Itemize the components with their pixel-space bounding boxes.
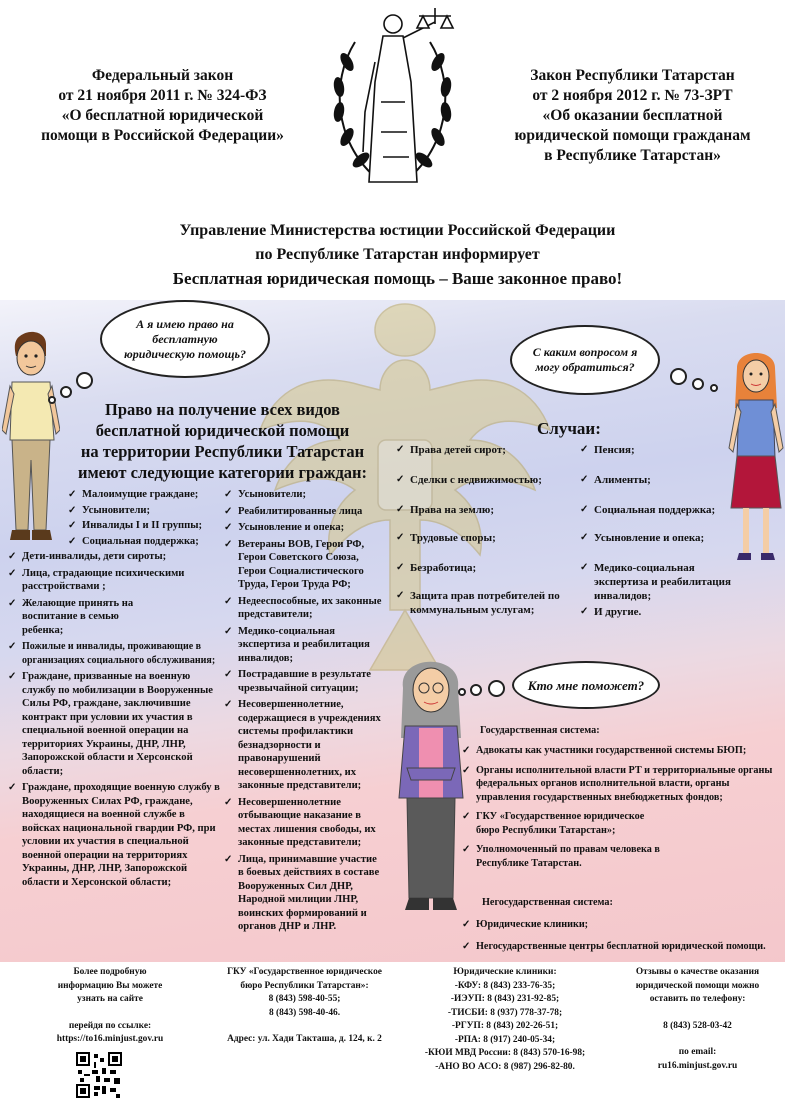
page-headline: Управление Министерства юстиции Российской Федерации по Республике Татарстан информирует Бесплатная юридическая помощь – Ваше законное право! xyxy=(172,222,623,288)
list-item: ✓ Пенсия; xyxy=(580,444,635,456)
list-item: ✓ Усыновители; xyxy=(224,489,307,500)
person-man-icon xyxy=(2,330,60,545)
nongov-system-title: Негосударственная система: xyxy=(482,897,613,908)
cases-list-2 xyxy=(580,443,740,619)
list-item: ✓ Негосударственные центры бесплатной юридической помощи. xyxy=(462,940,766,952)
list-item: ✓ Безработица; xyxy=(396,562,477,574)
categories-title: Право на получение всех видов бесплатной юридической помощи на территории Республики Татарстан имеют следующие категории граждан: xyxy=(77,400,368,482)
list-item: ✓ Усыновление и опека; xyxy=(580,532,705,544)
list-item: ✓ Юридические клиники; xyxy=(462,919,589,930)
list-item: ✓ Трудовые споры; xyxy=(396,532,496,544)
elder-speech-bubble: Кто мне поможет? xyxy=(512,661,660,709)
list-item: ✓ Желающие принять на воспитание в семью ребенка; xyxy=(8,597,134,636)
bubble-dot xyxy=(458,688,466,696)
list-item: ✓ Защита прав потребителей по коммунальным услугам; xyxy=(396,590,560,616)
list-item: ✓ Пожилые и инвалиды, проживающие в организациях социального обслуживания; xyxy=(8,641,216,666)
bubble-dot xyxy=(76,372,93,389)
bubble-dot xyxy=(670,368,687,385)
bubble-dot xyxy=(710,384,718,392)
footer-site-info: Более подробную информацию Вы можете узнать на сайте перейдя по ссылке: https://to16.minjust.gov.ru xyxy=(30,966,190,1047)
list-item: ✓ И другие. xyxy=(580,606,642,618)
list-item: ✓ Сделки с недвижимостью; xyxy=(396,474,542,486)
list-item: ✓ Права детей сирот; xyxy=(396,444,506,456)
list-item: ✓ Лица, страдающие психическими расстройствами ; xyxy=(8,567,185,592)
list-item: ✓ Права на землю; xyxy=(396,504,494,516)
footer-bureau-info: ГКУ «Государственное юридическое бюро Республики Татарстан»: 8 (843) 598-40-55; 8 (843) 598-40-46. Адрес: ул. Хади Такташа, д. 124, к. 2 xyxy=(227,967,382,1044)
list-item: ✓ Медико-социальная экспертиза и реабилитация инвалидов; xyxy=(224,625,370,664)
republic-law-title: Закон Республики Татарстан от 2 ноября 2012 г. № 73-ЗРТ «Об оказании бесплатной юридической помощи гражданам в Республике Татарстан» xyxy=(514,67,751,164)
feedback-email-link[interactable]: ru16.minjust.gov.ru xyxy=(657,1060,738,1071)
list-item: ✓ Органы исполнительной власти РТ и территориальные органы федеральных органов исполнительной власти, органы управления государственных внебюджетных фондов; xyxy=(462,764,773,803)
gov-system-list xyxy=(462,744,784,873)
list-item: ✓ Медико-социальная экспертиза и реабилитация инвалидов; xyxy=(580,562,731,602)
list-item: ✓ ГКУ «Государственное юридическое бюро Республики Татарстан»; xyxy=(462,811,645,836)
list-item: ✓ Алименты; xyxy=(580,474,651,486)
list-item: ✓ Граждане, проходящие военную службу в Вооруженных Силах РФ, граждане, находящиеся на военной службе в войсках национальной гвардии РФ, при условии их участия в специальной военной операции на территориях Украины, ДНР, ЛНР, Запорожской области и Херсонской области; xyxy=(8,782,220,888)
list-item: ✓ Несовершеннолетние отбывающие наказание в местах лишения свободы, их законные представители; xyxy=(224,796,376,848)
list-item: ✓ Несовершеннолетние, содержащиеся в учреждениях системы профилактики безнадзорности и правонарушений несовершеннолетних, их законные представители; xyxy=(224,699,381,791)
list-item: ✓ Дети-инвалиды, дети сироты; xyxy=(8,551,167,562)
footer-feedback-info: Отзывы о качестве оказания юридической помощи можно оставить по телефону: 8 (843) 528-03-42 по email: ru16.minjust.gov.ru xyxy=(615,966,780,1073)
themis-emblem-icon xyxy=(325,2,460,197)
person-elder-icon xyxy=(393,648,468,948)
bubble-dot xyxy=(692,378,704,390)
list-item: ✓ Лица, принимавшие участие в боевых действиях в составе Вооруженных Сил ДНР, Народной милиции ЛНР, воинских формирований и органов ДНР и ЛНР. xyxy=(224,853,380,932)
list-item: ✓ Недееспособные, их законные представители; xyxy=(224,595,382,620)
qr-code-icon[interactable] xyxy=(76,1052,122,1098)
man-speech-bubble: А я имею право на бесплатную юридическую помощь? xyxy=(100,300,270,378)
list-item: ✓ Инвалиды I и II группы; xyxy=(68,520,203,531)
woman-speech-bubble: С каким вопросом я могу обратиться? xyxy=(510,325,660,395)
list-item: ✓ Уполномоченный по правам человека в Республике Татарстан. xyxy=(462,844,660,869)
bubble-dot xyxy=(60,386,72,398)
list-item: ✓ Граждане, призванные на военную службу по мобилизации в Вооруженные Силы РФ, граждане, заключившие контракт при условии их участия в специальной военной операции на территориях Украины, ДНР, ЛНР, Запорожской области и Херсонской области; xyxy=(8,671,213,777)
cases-title: Случаи: xyxy=(537,419,601,438)
bubble-dot xyxy=(48,396,56,404)
list-item: ✓ Пострадавшие в результате чрезвычайной ситуации; xyxy=(224,669,371,694)
bubble-dot xyxy=(470,684,482,696)
cases-list-1 xyxy=(396,443,574,617)
list-item: ✓ Усыновление и опека; xyxy=(224,522,345,533)
gov-system-title: Государственная система: xyxy=(480,725,600,736)
list-item: ✓ Малоимущие граждане; xyxy=(68,489,199,500)
list-item: ✓ Ветераны ВОВ, Герои РФ, Герои Советского Союза, Герои Социалистического Труда, Герои Труда РФ; xyxy=(224,538,365,590)
federal-law-title: Федеральный закон от 21 ноября 2011 г. № 324-ФЗ «О бесплатной юридической помощи в Российской Федерации» xyxy=(41,67,284,144)
nongov-system-list xyxy=(462,918,784,956)
site-link[interactable]: https://to16.minjust.gov.ru xyxy=(56,1034,164,1044)
categories-list-mid xyxy=(224,488,382,937)
list-item: ✓ Усыновители; xyxy=(68,504,151,516)
categories-list-left xyxy=(8,550,223,892)
bubble-dot xyxy=(488,680,505,697)
footer-clinics-info: Юридические клиники: -КФУ: 8 (843) 233-76-35; -ИЭУП: 8 (843) 231-92-85; -ТИСБИ: 8 (937) 778-37-78; -РГУП: 8 (843) 202-26-51; -РПА: 8 (917) 240-05-34; -КЮИ МВД России: 8 (843) 570-16-98; -АНО ВО АСО: 8 (987) 296-82-80. xyxy=(424,967,586,1072)
categories-list-a xyxy=(68,488,230,550)
list-item: ✓ Социальная поддержка; xyxy=(580,504,716,516)
list-item: ✓ Социальная поддержка; xyxy=(68,535,199,547)
list-item: ✓ Адвокаты как участники государственной системы БЮП; xyxy=(462,745,747,756)
list-item: ✓ Реабилитированные лица xyxy=(224,505,363,517)
